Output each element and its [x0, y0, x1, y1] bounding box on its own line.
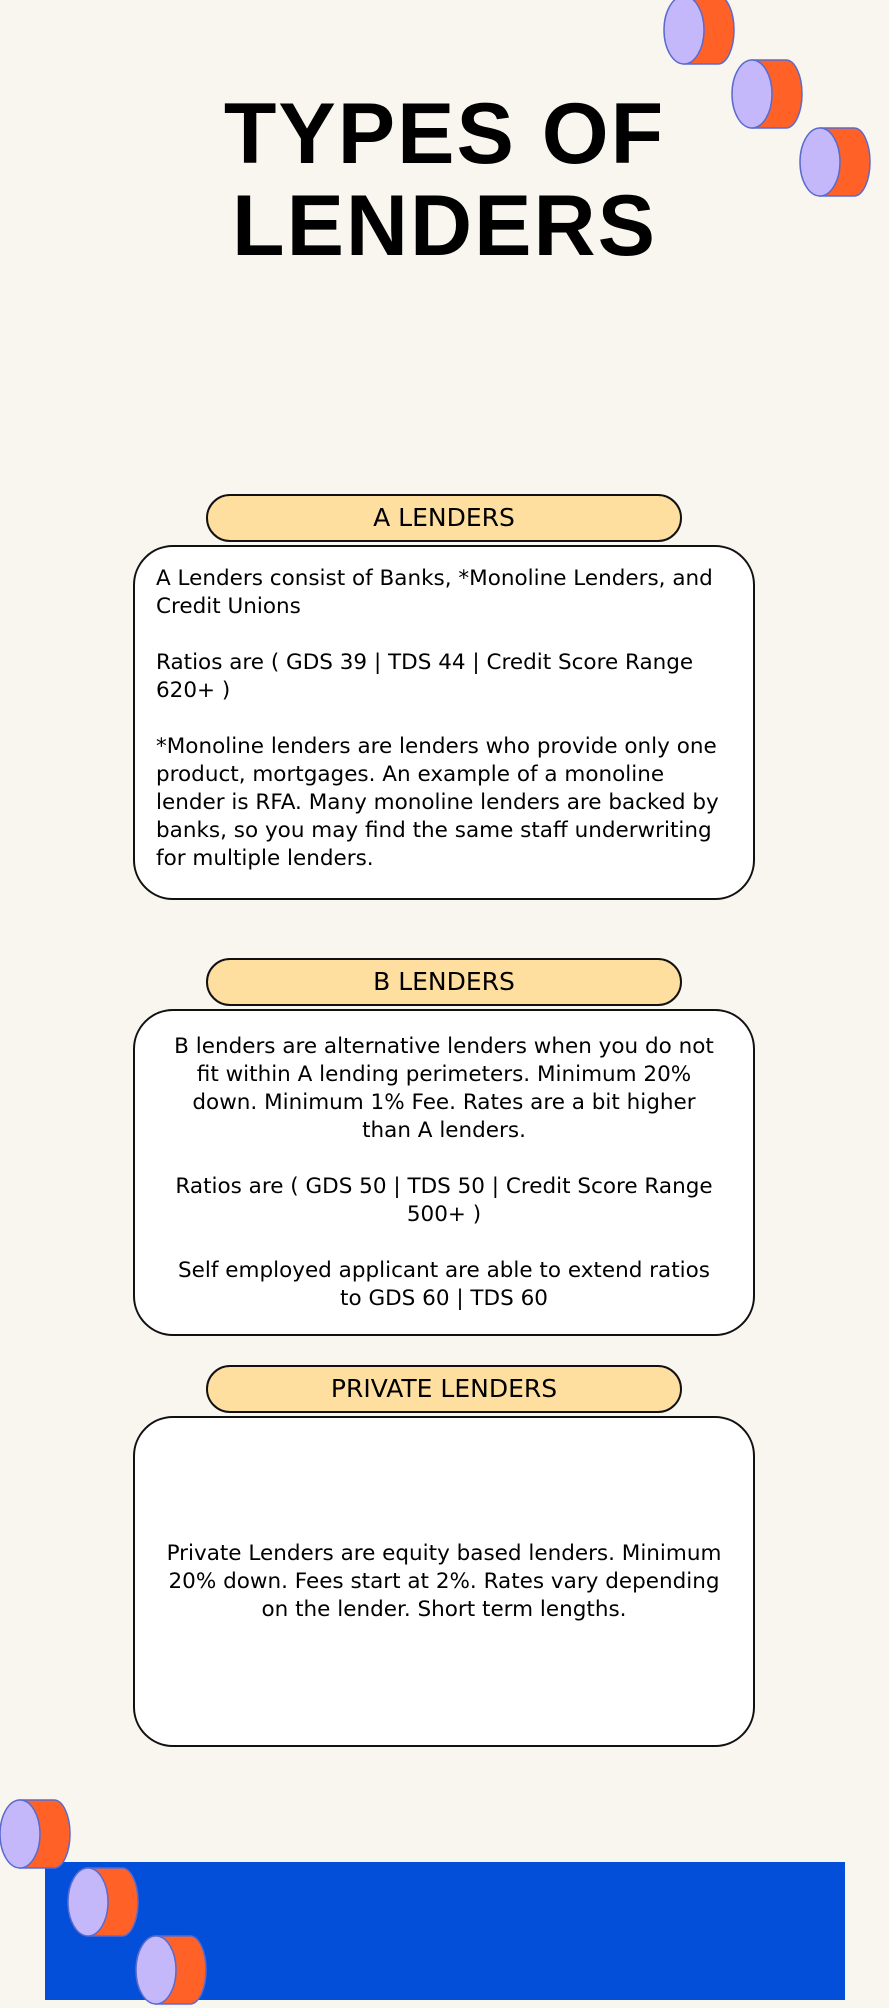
- private-lenders-card: [133, 1416, 755, 1747]
- b-lenders-ratios: Ratios are ( GDS 50 | TDS 50 | Credit Score Range 500+ ): [175, 1174, 713, 1227]
- private-lenders-paragraph: Private Lenders are equity based lenders. Minimum 20% down. Fees start at 2%. Rates vary depending on the lender. Short term lengths.: [166, 1540, 722, 1622]
- coin-decoration-icon: [66, 1864, 142, 1940]
- page-title-line-2: LENDERS: [232, 178, 657, 274]
- a-lenders-card: [133, 545, 755, 900]
- b-lenders-self-employed-note: Self employed applicant are able to extend ratios to GDS 60 | TDS 60: [178, 1258, 710, 1311]
- a-lenders-heading: A LENDERS: [206, 494, 682, 542]
- b-lenders-card: [133, 1009, 755, 1336]
- a-lenders-paragraph: A Lenders consist of Banks, *Monoline Lenders, and Credit Unions: [156, 566, 713, 619]
- coin-decoration-icon: [134, 1932, 210, 2008]
- b-lenders-paragraph: B lenders are alternative lenders when you do not fit within A lending perimeters. Minimum 20% down. Minimum 1% Fee. Rates are a bit higher than A lenders.: [174, 1034, 714, 1143]
- a-lenders-ratios: Ratios are ( GDS 39 | TDS 44 | Credit Score Range 620+ ): [156, 650, 694, 703]
- coin-decoration-icon: [0, 1796, 74, 1872]
- private-lenders-heading: PRIVATE LENDERS: [206, 1365, 682, 1413]
- page-title-line-1: TYPES OF: [223, 86, 666, 182]
- b-lenders-heading: B LENDERS: [206, 958, 682, 1006]
- coin-decoration-icon: [662, 0, 738, 68]
- page-title: [0, 88, 889, 272]
- a-lenders-monoline-note: *Monoline lenders are lenders who provide only one product, mortgages. An example of a monoline lender is RFA. Many monoline lenders are backed by banks, so you may find the same staff underwriting for multiple lenders.: [156, 734, 719, 871]
